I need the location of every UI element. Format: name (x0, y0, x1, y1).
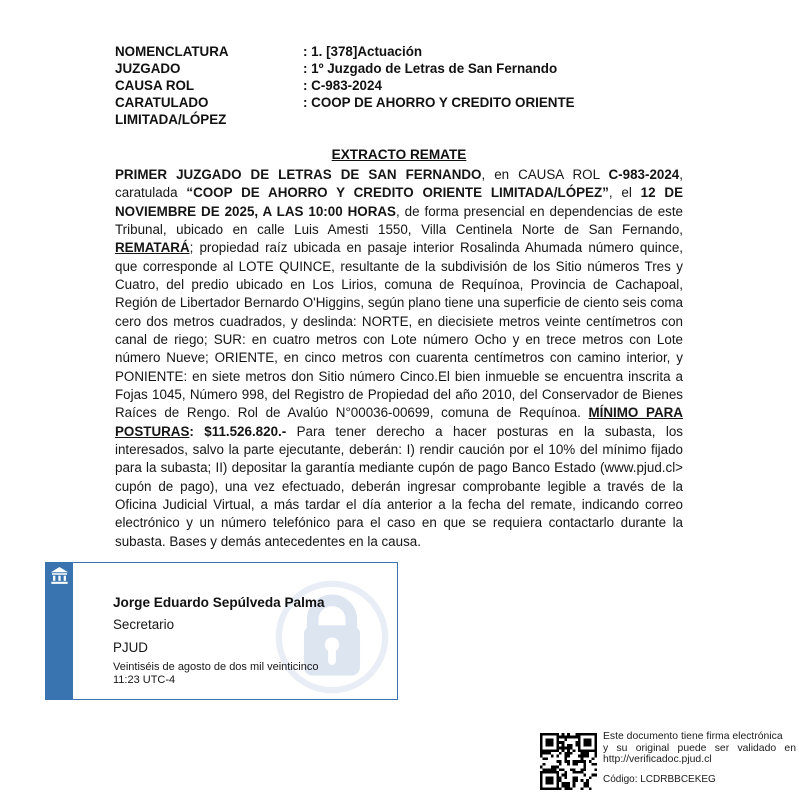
verification-line: Este documento tiene firma electrónica (603, 731, 783, 742)
signer-name: Jorge Eduardo Sepúlveda Palma (113, 595, 325, 610)
header-value: : 1º Juzgado de Letras de San Fernando (303, 61, 558, 76)
signer-role: Secretario (113, 617, 175, 632)
header-row-causa-rol (115, 77, 683, 94)
document-title-text: EXTRACTO REMATE (331, 147, 467, 162)
verification-line: y su original puede ser validado en (603, 742, 796, 754)
header-row-nomenclatura (115, 43, 683, 60)
verification-footer (540, 731, 796, 785)
case-header (115, 43, 683, 128)
signature-box (45, 562, 398, 700)
signature-content (113, 592, 391, 686)
header-value: : 1. [378]Actuación (303, 44, 423, 59)
header-row-caratulado-wrap (115, 111, 683, 128)
header-row-caratulado (115, 94, 683, 111)
signature-blue-strip (46, 563, 73, 699)
courthouse-icon (50, 566, 69, 585)
header-label: CAUSA ROL (115, 78, 195, 93)
header-value: : COOP DE AHORRO Y CREDITO ORIENTE (303, 95, 575, 110)
qr-code (540, 733, 597, 790)
document-body: PRIMER JUZGADO DE LETRAS DE SAN FERNANDO, en CAUSA ROL C-983-2024, caratulada “COOP DE AHORRO Y CREDITO ORIENTE LIMITADA/LÓPEZ”, el 12 DE NOVIEMBRE DE 2025, A LAS 10:00 HORAS, de forma presencial en dependencias de este Tribunal, ubicado en calle Luis Amesti 1550, Villa Centinela Norte de San Fernando, REMATARÁ; propiedad raíz ubicada en pasaje interior Rosalinda Ahumada número quince, que corresponde al LOTE QUINCE, resultante de la subdivisión de los Sitio números Tres y Cuatro, del predio ubicado en Los Lirios, comuna de Requínoa, Provincia de Cachapoal, Región de Libertador Bernardo O'Higgins, según plano tiene una superficie de ciento seis coma cero dos metros cuadrados, y deslinda: NORTE, en diecisiete metros veinte centímetros con canal de riego; SUR: en cuatro metros con Lote número Ocho y en trece metros con Lote número Nueve; ORIENTE, en cinco metros con cuarenta centímetros con camino interior, y PONIENTE: en siete metros don Sitio número Cinco.El bien inmueble se encuentra inscrita a Fojas 1045, Número 998, del Registro de Propiedad del año 2010, del Conservador de Bienes Raíces de Rengo. Rol de Avalúo N°00036-00699, comuna de Requínoa. MÍNIMO PARA POSTURAS: $11.526.820.- Para tener derecho a hacer posturas en la subasta, los interesados, salvo la parte ejecutante, deberán: I) rendir caución por el 10% del mínimo fijado para la subasta; II) depositar la garantía mediante cupón de pago Banco Estado (www.pjud.cl> cupón de pago), una vez efectuado, deberán ingresar comprobante legible a través de la Oficina Judicial Virtual, a más tardar el día anterior a la fecha del remate, indicando correo electrónico y un número telefónico para el caso en que se requiera contactarlo durante la subasta. Bases y demás antecedentes en la causa. (115, 167, 684, 549)
header-value: : C-983-2024 (303, 78, 382, 93)
header-row-juzgado (115, 60, 683, 77)
header-value (303, 111, 683, 128)
signer-organization: PJUD (113, 640, 148, 655)
signature-date: Veintiséis de agosto de dos mil veinticinco (113, 661, 319, 673)
signature-time: 11:23 UTC-4 (113, 673, 176, 686)
header-label: CARATULADO (115, 95, 209, 110)
header-label: JUZGADO (115, 61, 181, 76)
header-label: LIMITADA/LÓPEZ (115, 112, 227, 127)
verification-url: http://verificadoc.pjud.cl (603, 754, 712, 765)
document-title (115, 147, 683, 162)
verification-code: Código: LCDRBBCEKEG (603, 773, 716, 785)
verification-text (603, 731, 796, 785)
header-label: NOMENCLATURA (115, 44, 229, 59)
